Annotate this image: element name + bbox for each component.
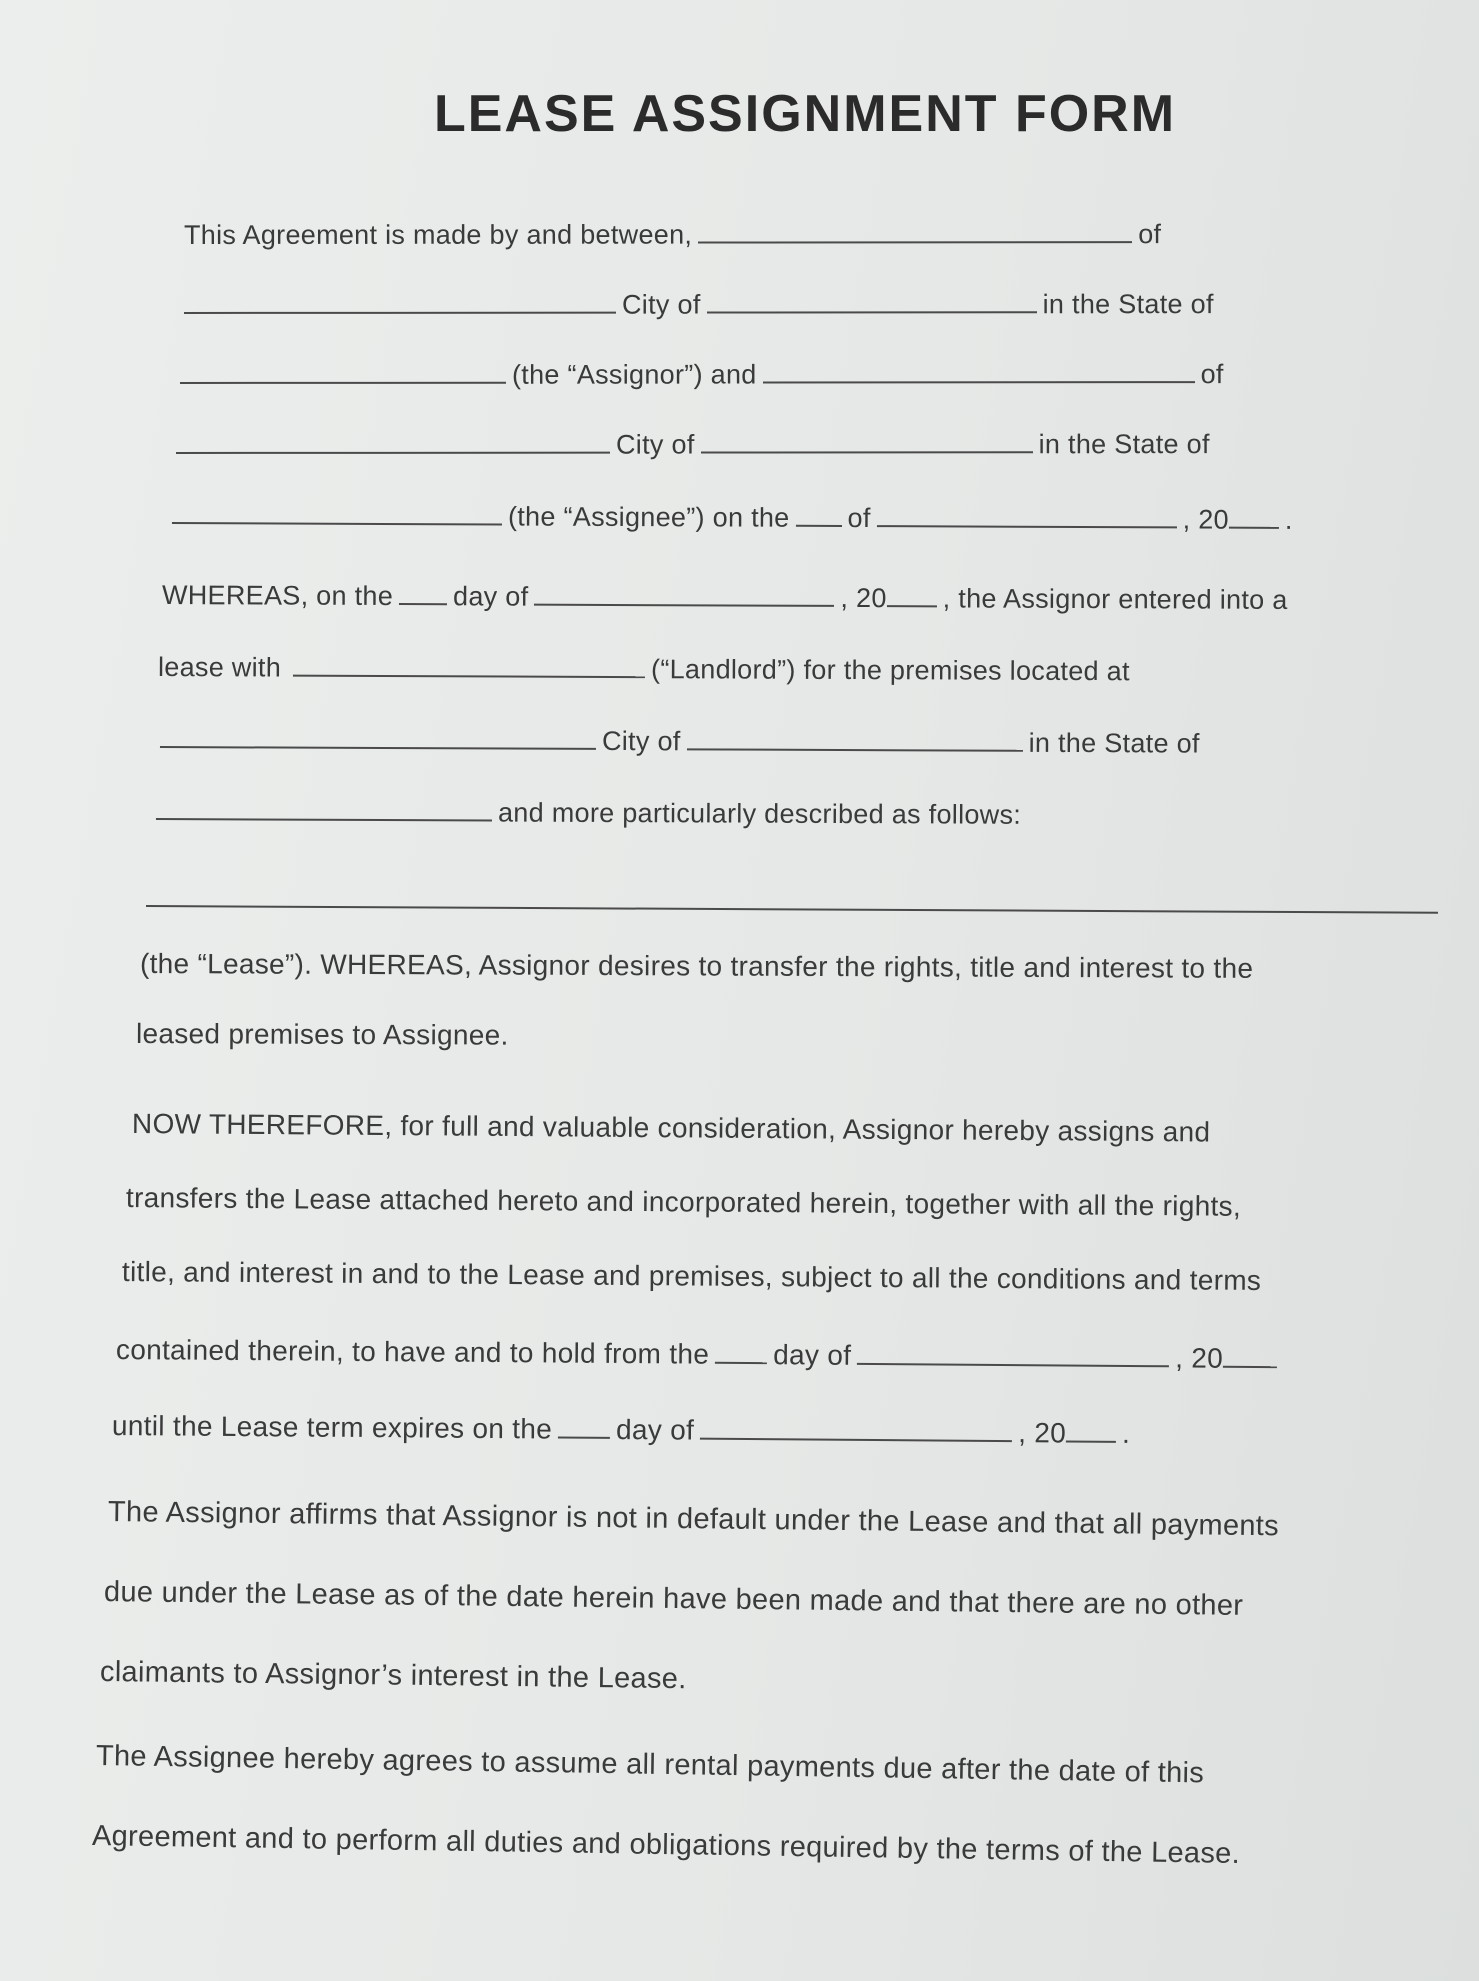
blank-field[interactable] xyxy=(763,361,1195,383)
paragraph-line: transfers the Lease attached hereto and incorporated herein, together with all the rights, xyxy=(125,1182,1242,1222)
paragraph-line: (the “Lease”). WHEREAS, Assignor desires to transfer the rights, title and interest to the xyxy=(139,948,1254,984)
blank-field[interactable] xyxy=(701,431,1033,453)
blank-field[interactable] xyxy=(796,505,842,527)
form-line-7 xyxy=(158,652,1130,687)
paragraph-line: leased premises to Assignee. xyxy=(135,1018,509,1051)
text-segment: in the State of xyxy=(1028,727,1200,759)
text-segment: (the “Assignor”) and xyxy=(511,359,757,390)
form-line-3 xyxy=(174,359,1224,391)
text-segment: of xyxy=(847,502,871,534)
text-segment: , 20 xyxy=(840,582,887,614)
paragraph-line: NOW THEREFORE, for full and valuable consideration, Assignor hereby assigns and xyxy=(131,1108,1211,1148)
form-line-15 xyxy=(116,1334,1283,1375)
text-segment: (the “Assignee”) on the xyxy=(507,501,790,533)
blank-field[interactable] xyxy=(1223,1346,1277,1368)
text-segment: This Agreement is made by and between, xyxy=(183,219,693,250)
blank-field[interactable] xyxy=(698,221,1132,243)
text-segment: (“Landlord”) for the premises located at xyxy=(651,654,1130,687)
text-segment: in the State of xyxy=(1038,429,1210,460)
text-segment: day of xyxy=(615,1413,695,1446)
text-segment: lease with xyxy=(157,652,282,683)
text-segment: , 20 xyxy=(1018,1417,1067,1449)
form-line-6 xyxy=(162,580,1288,616)
form-line-4 xyxy=(170,429,1210,461)
document-title: LEASE ASSIGNMENT FORM xyxy=(433,85,1177,143)
paragraph-line: Agreement and to perform all duties and obligations required by the terms of the Lease. xyxy=(91,1820,1241,1871)
blank-field[interactable] xyxy=(172,502,502,525)
text-segment: City of xyxy=(621,289,701,320)
form-line-16 xyxy=(112,1410,1130,1450)
paragraph-line: due under the Lease as of the date herein have been made and that there are no other xyxy=(103,1576,1244,1622)
form-line-8 xyxy=(154,724,1200,760)
text-segment: , the Assignor entered into a xyxy=(942,583,1288,615)
paragraph-line: title, and interest in and to the Lease and premises, subject to all the conditions and terms xyxy=(121,1256,1262,1296)
text-segment: , 20 xyxy=(1182,504,1229,535)
blank-field[interactable] xyxy=(156,798,492,821)
blank-field[interactable] xyxy=(176,432,610,454)
description-blank-line[interactable] xyxy=(146,905,1438,914)
text-segment: and more particularly described as follows: xyxy=(497,797,1022,830)
blank-field[interactable] xyxy=(687,728,1023,751)
blank-field[interactable] xyxy=(180,362,506,384)
blank-field[interactable] xyxy=(887,585,937,607)
blank-field[interactable] xyxy=(534,584,834,607)
text-segment: until the Lease term expires on the xyxy=(111,1410,553,1445)
text-segment: in the State of xyxy=(1042,289,1214,320)
blank-field[interactable] xyxy=(877,505,1177,528)
text-segment: . xyxy=(1121,1417,1131,1449)
paragraph-line: The Assignee hereby agrees to assume all rental payments due after the date of this xyxy=(95,1740,1205,1790)
blank-field[interactable] xyxy=(399,583,447,605)
blank-field[interactable] xyxy=(1229,507,1279,529)
paragraph-line: The Assignor affirms that Assignor is not in default under the Lease and that all payments xyxy=(107,1496,1280,1543)
blank-field[interactable] xyxy=(857,1343,1169,1367)
text-segment: day of xyxy=(773,1339,852,1371)
form-line-1 xyxy=(184,219,1161,251)
text-segment: of xyxy=(1138,219,1162,250)
text-segment: City of xyxy=(615,429,695,460)
blank-field[interactable] xyxy=(558,1417,610,1439)
blank-field[interactable] xyxy=(1066,1420,1116,1442)
text-segment: City of xyxy=(601,725,681,757)
text-segment: , 20 xyxy=(1175,1342,1224,1374)
blank-field[interactable] xyxy=(700,1418,1012,1442)
form-line-2 xyxy=(178,289,1214,321)
text-segment: . xyxy=(1284,504,1293,535)
blank-field[interactable] xyxy=(707,291,1037,313)
blank-field[interactable] xyxy=(184,292,616,314)
blank-field[interactable] xyxy=(293,655,645,679)
paragraph-line: claimants to Assignor’s interest in the Lease. xyxy=(99,1656,687,1696)
form-line-5 xyxy=(166,500,1293,536)
blank-field[interactable] xyxy=(715,1342,767,1364)
form-line-9 xyxy=(150,796,1021,831)
blank-field[interactable] xyxy=(160,726,596,750)
text-segment: WHEREAS, on the xyxy=(161,580,394,612)
text-segment: of xyxy=(1200,359,1224,390)
text-segment: contained therein, to have and to hold from the xyxy=(115,1334,710,1370)
text-segment: day of xyxy=(453,581,529,612)
